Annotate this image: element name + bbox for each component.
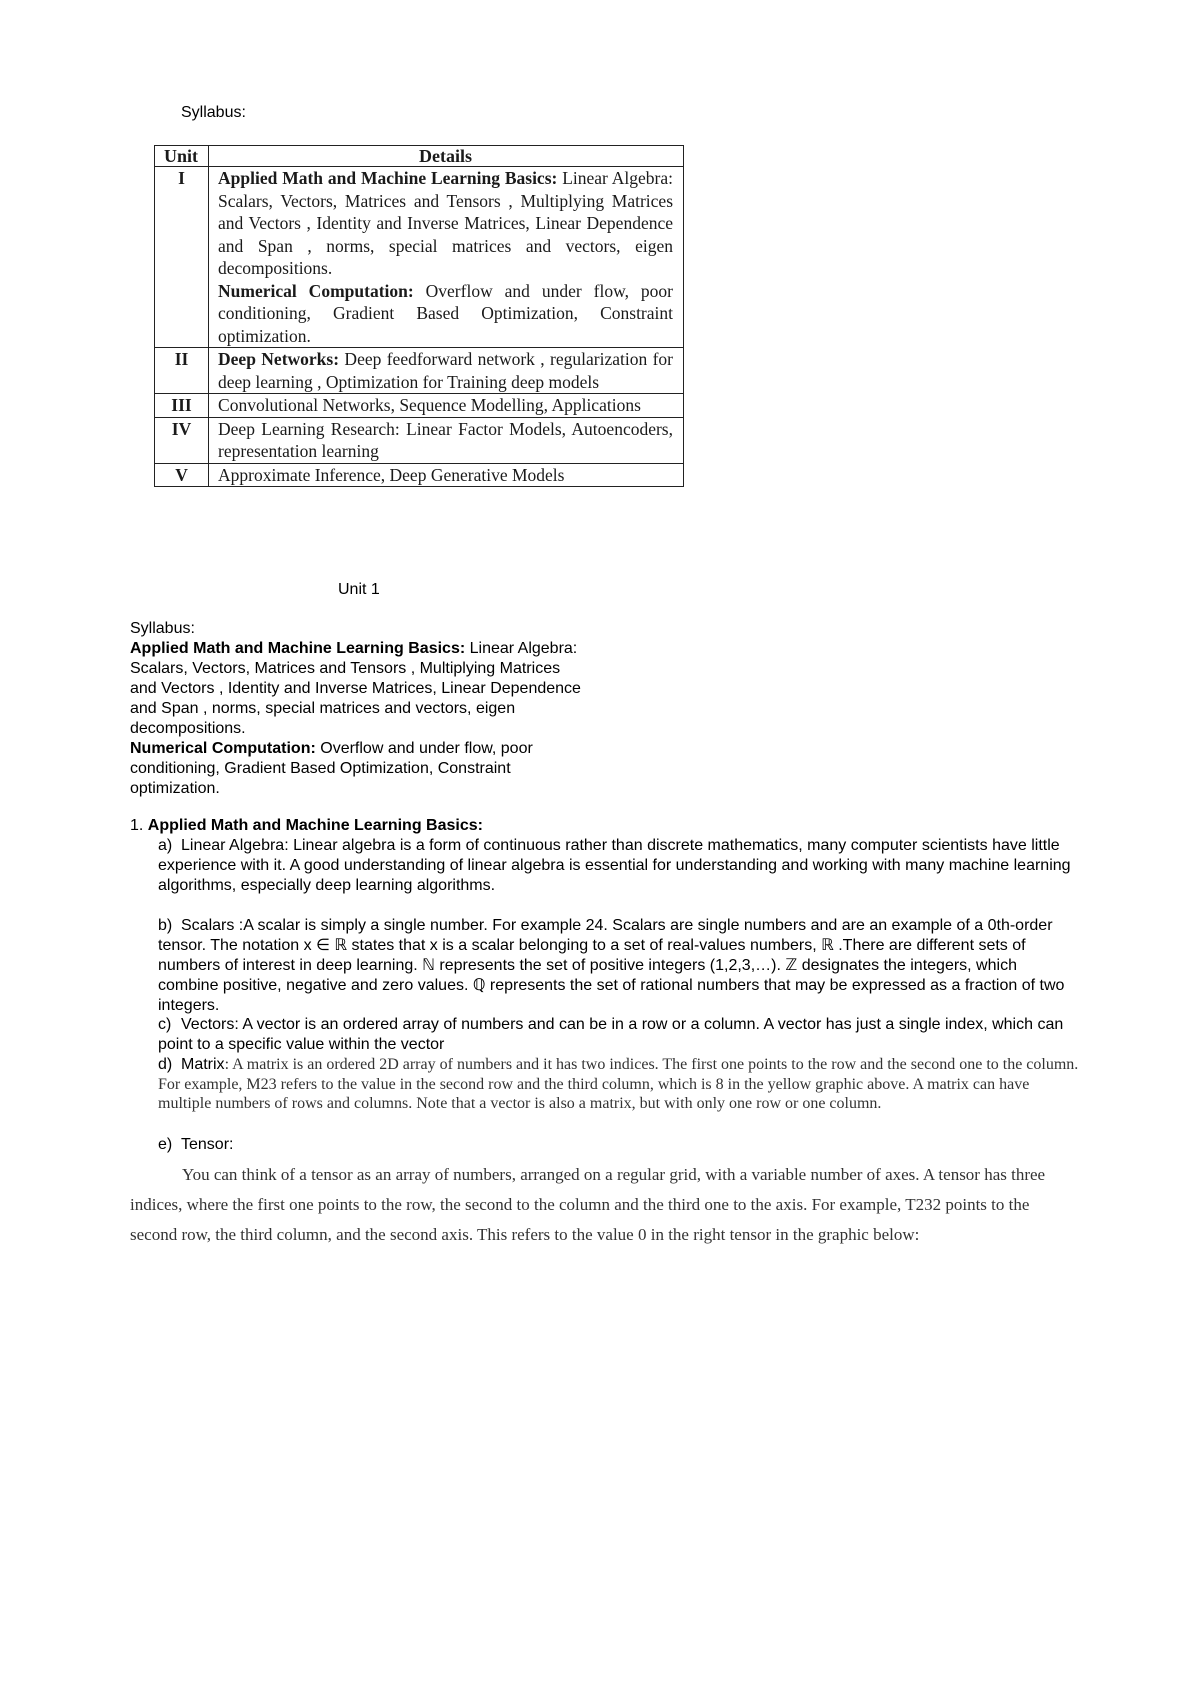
- details-block: [218, 280, 673, 348]
- details-cell: Deep Learning Research: Linear Factor Models, Autoencoders, representation learning: [209, 417, 684, 463]
- table-header-row: [155, 146, 684, 167]
- syllabus-block: [130, 639, 590, 739]
- syllabus-block-text: Linear Algebra: Scalars, Vectors, Matrices and Tensors , Multiplying Matrices and Vectors , Identity and Inverse Matrices, Linear Dependence and Span , norms, special matrices and vectors, eigen decompositions.: [130, 640, 581, 737]
- unit-cell: II: [155, 348, 209, 394]
- details-text: Deep feedforward network , regularization for deep learning , Optimization for Training deep models: [218, 349, 673, 392]
- item-label: b): [158, 917, 173, 934]
- list-item-d: [158, 1055, 1080, 1114]
- details-cell: Approximate Inference, Deep Generative Models: [209, 463, 684, 487]
- syllabus-table: [154, 145, 684, 487]
- details-block: [218, 348, 673, 393]
- item-text: Linear Algebra: Linear algebra is a form of continuous rather than discrete mathematics, many computer scientists have little experience with it. A good understanding of linear algebra is essential for understanding and working with many machine learning algorithms, especially deep learning algorithms.: [158, 837, 1071, 894]
- unit-cell: IV: [155, 417, 209, 463]
- details-block: [218, 167, 673, 280]
- section-title: Applied Math and Machine Learning Basics:: [147, 817, 483, 834]
- list-item-b: [158, 916, 1080, 1016]
- unit-cell: V: [155, 463, 209, 487]
- details-text: Linear Algebra: Scalars, Vectors, Matrices and Tensors , Multiplying Matrices and Vectors , Identity and Inverse Matrices, Linear Dependence and Span , norms, special matrices and vectors, eigen decompositions.: [218, 168, 673, 278]
- unit-1-title: Unit 1: [338, 581, 380, 598]
- syllabus-block-text: Overflow and under flow, poor conditioning, Gradient Based Optimization, Constraint optimization.: [130, 740, 533, 797]
- item-text: Scalars :A scalar is simply a single number. For example 24. Scalars are single numbers and are an example of a 0th-order tensor. The notation x ∈ ℝ states that x is a scalar belonging to a set of real-values numbers, ℝ .There are different sets of numbers of interest in deep learning. ℕ represents the set of positive integers (1,2,3,…). ℤ designates the integers, which combine positive, negative and zero values. ℚ represents the set of rational numbers that may be expressed as a fraction of two integers.: [158, 917, 1065, 1014]
- details-bold: Deep Networks:: [218, 349, 340, 369]
- unit-cell: I: [155, 167, 209, 348]
- details-header: Details: [209, 146, 684, 167]
- details-cell: [209, 348, 684, 394]
- table-row: [155, 167, 684, 348]
- unit-header: Unit: [155, 146, 209, 167]
- table-row: [155, 463, 684, 487]
- table-row: [155, 394, 684, 418]
- syllabus-block: [130, 739, 590, 799]
- table-row: [155, 417, 684, 463]
- unit-1-syllabus: [130, 619, 590, 799]
- item-text: Vectors: A vector is an ordered array of numbers and can be in a row or a column. A vector has just a single index, which can point to a specific value within the vector: [158, 1016, 1064, 1053]
- details-bold: Applied Math and Machine Learning Basics:: [218, 168, 558, 188]
- tensor-paragraph: You can think of a tensor as an array of numbers, arranged on a regular grid, with a variable number of axes. A tensor has three indices, where the first one points to the row, the second to the column and the third one to the axis. For example, T232 points to the second row, the third column, and the second axis. This refers to the value 0 in the right tensor in the graphic below:: [130, 1165, 1046, 1244]
- syllabus-heading: Syllabus:: [181, 104, 246, 121]
- syllabus-label: Syllabus:: [130, 620, 195, 637]
- section-1-heading: [130, 817, 483, 835]
- item-label: a): [158, 837, 173, 854]
- list-item-a: [158, 836, 1080, 896]
- syllabus-block-bold: Numerical Computation:: [130, 740, 316, 757]
- list-item-c: [158, 1015, 1080, 1055]
- item-text: Tensor:: [181, 1136, 234, 1153]
- details-bold: Numerical Computation:: [218, 280, 414, 301]
- unit-cell: III: [155, 394, 209, 418]
- section-number: 1.: [130, 817, 148, 834]
- item-label: e): [158, 1136, 173, 1153]
- details-cell: Convolutional Networks, Sequence Modelling, Applications: [209, 394, 684, 418]
- details-cell: [209, 167, 684, 348]
- item-text: : A matrix is an ordered 2D array of numbers and it has two indices. The first one points to the row and the second one to the column. For example, M23 refers to the value in the second row and the third column, which is 8 in the yellow graphic above. A matrix can have multiple numbers of rows and columns. Note that a vector is also a matrix, but with only one row or one column.: [158, 1056, 1079, 1112]
- table-row: [155, 348, 684, 394]
- item-label: c): [158, 1016, 172, 1033]
- syllabus-block-bold: Applied Math and Machine Learning Basics:: [130, 640, 466, 657]
- item-head: Matrix: [181, 1056, 225, 1073]
- list-item-e: [158, 1135, 1080, 1155]
- item-label: d): [158, 1056, 173, 1073]
- details-text: Overflow and under flow, poor conditioning, Gradient Based Optimization, Constraint optimization.: [218, 280, 673, 346]
